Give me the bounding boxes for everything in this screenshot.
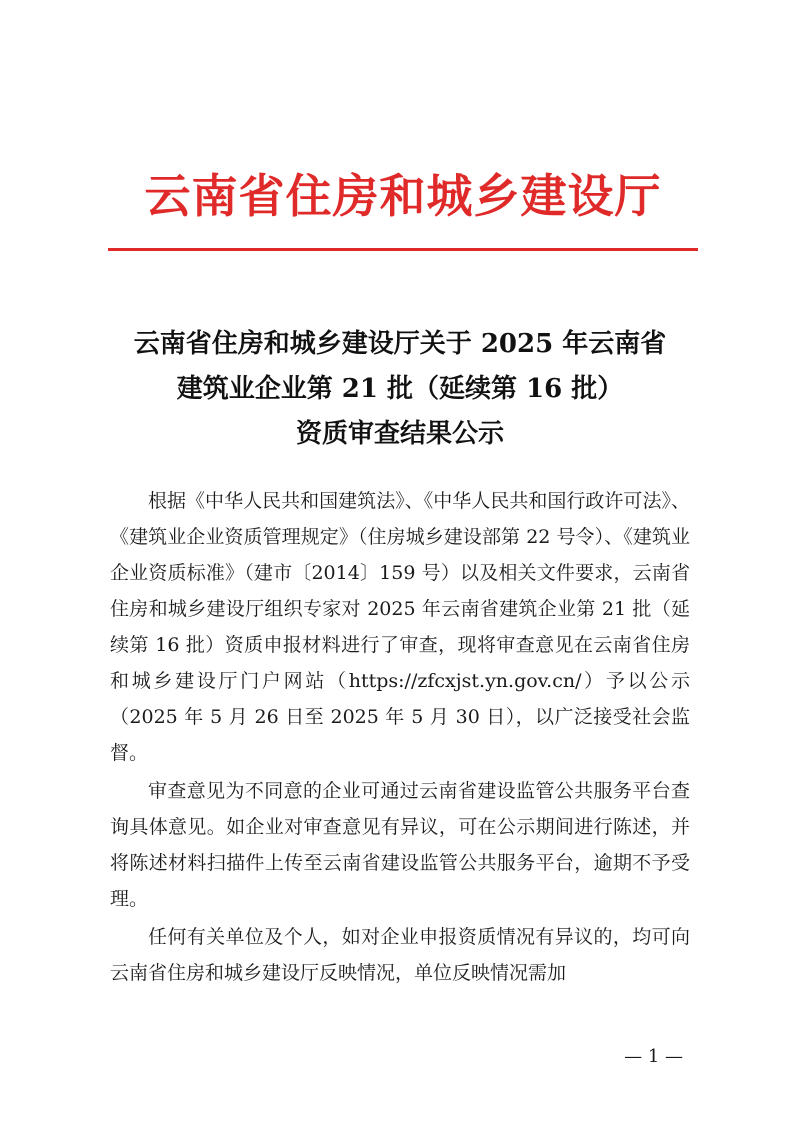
masthead-red-rule [108,248,698,251]
document-title-line-2: 建筑业企业第 21 批（延续第 16 批） [176,374,624,404]
document-title-line-3: 资质审查结果公示 [295,419,504,449]
page-number: — 1 — [624,1046,683,1067]
body-paragraph-2: 审查意见为不同意的企业可通过云南省建设监管公共服务平台查询具体意见。如企业对审查意见有异议，可在公示期间进行陈述，并将陈述材料扫描件上传至云南省建设监管公共服务平台，逾期不予受理。 [110,780,690,910]
masthead-org-name: 云南省住房和城乡建设厅 [144,169,662,223]
document-title [100,322,700,457]
body-paragraph-3: 任何有关单位及个人，如对企业申报资质情况有异议的，均可向云南省住房和城乡建设厅反映情况，单位反映情况需加 [110,926,690,984]
body-paragraph-1: 根据《中华人民共和国建筑法》、《中华人民共和国行政许可法》、《建筑业企业资质管理规定》（住房城乡建设部第 22 号令）、《建筑业企业资质标准》（建市〔2014〕159 号）以及相关文件要求，云南省住房和城乡建设厅组织专家对 2025 年云南省建筑企业第 21 批（延续第 16 批）资质申报材料进行了审查，现将审查意见在云南省住房和城乡建设厅门户网站（https://zfcxjst.yn.gov.cn/）予以公示（2025 年 5 月 26 日至 2025 年 5 月 30 日），以广泛接受社会监督。 [110,490,690,764]
document-body [110,483,690,993]
document-title-line-1: 云南省住房和城乡建设厅关于 2025 年云南省 [133,329,667,359]
